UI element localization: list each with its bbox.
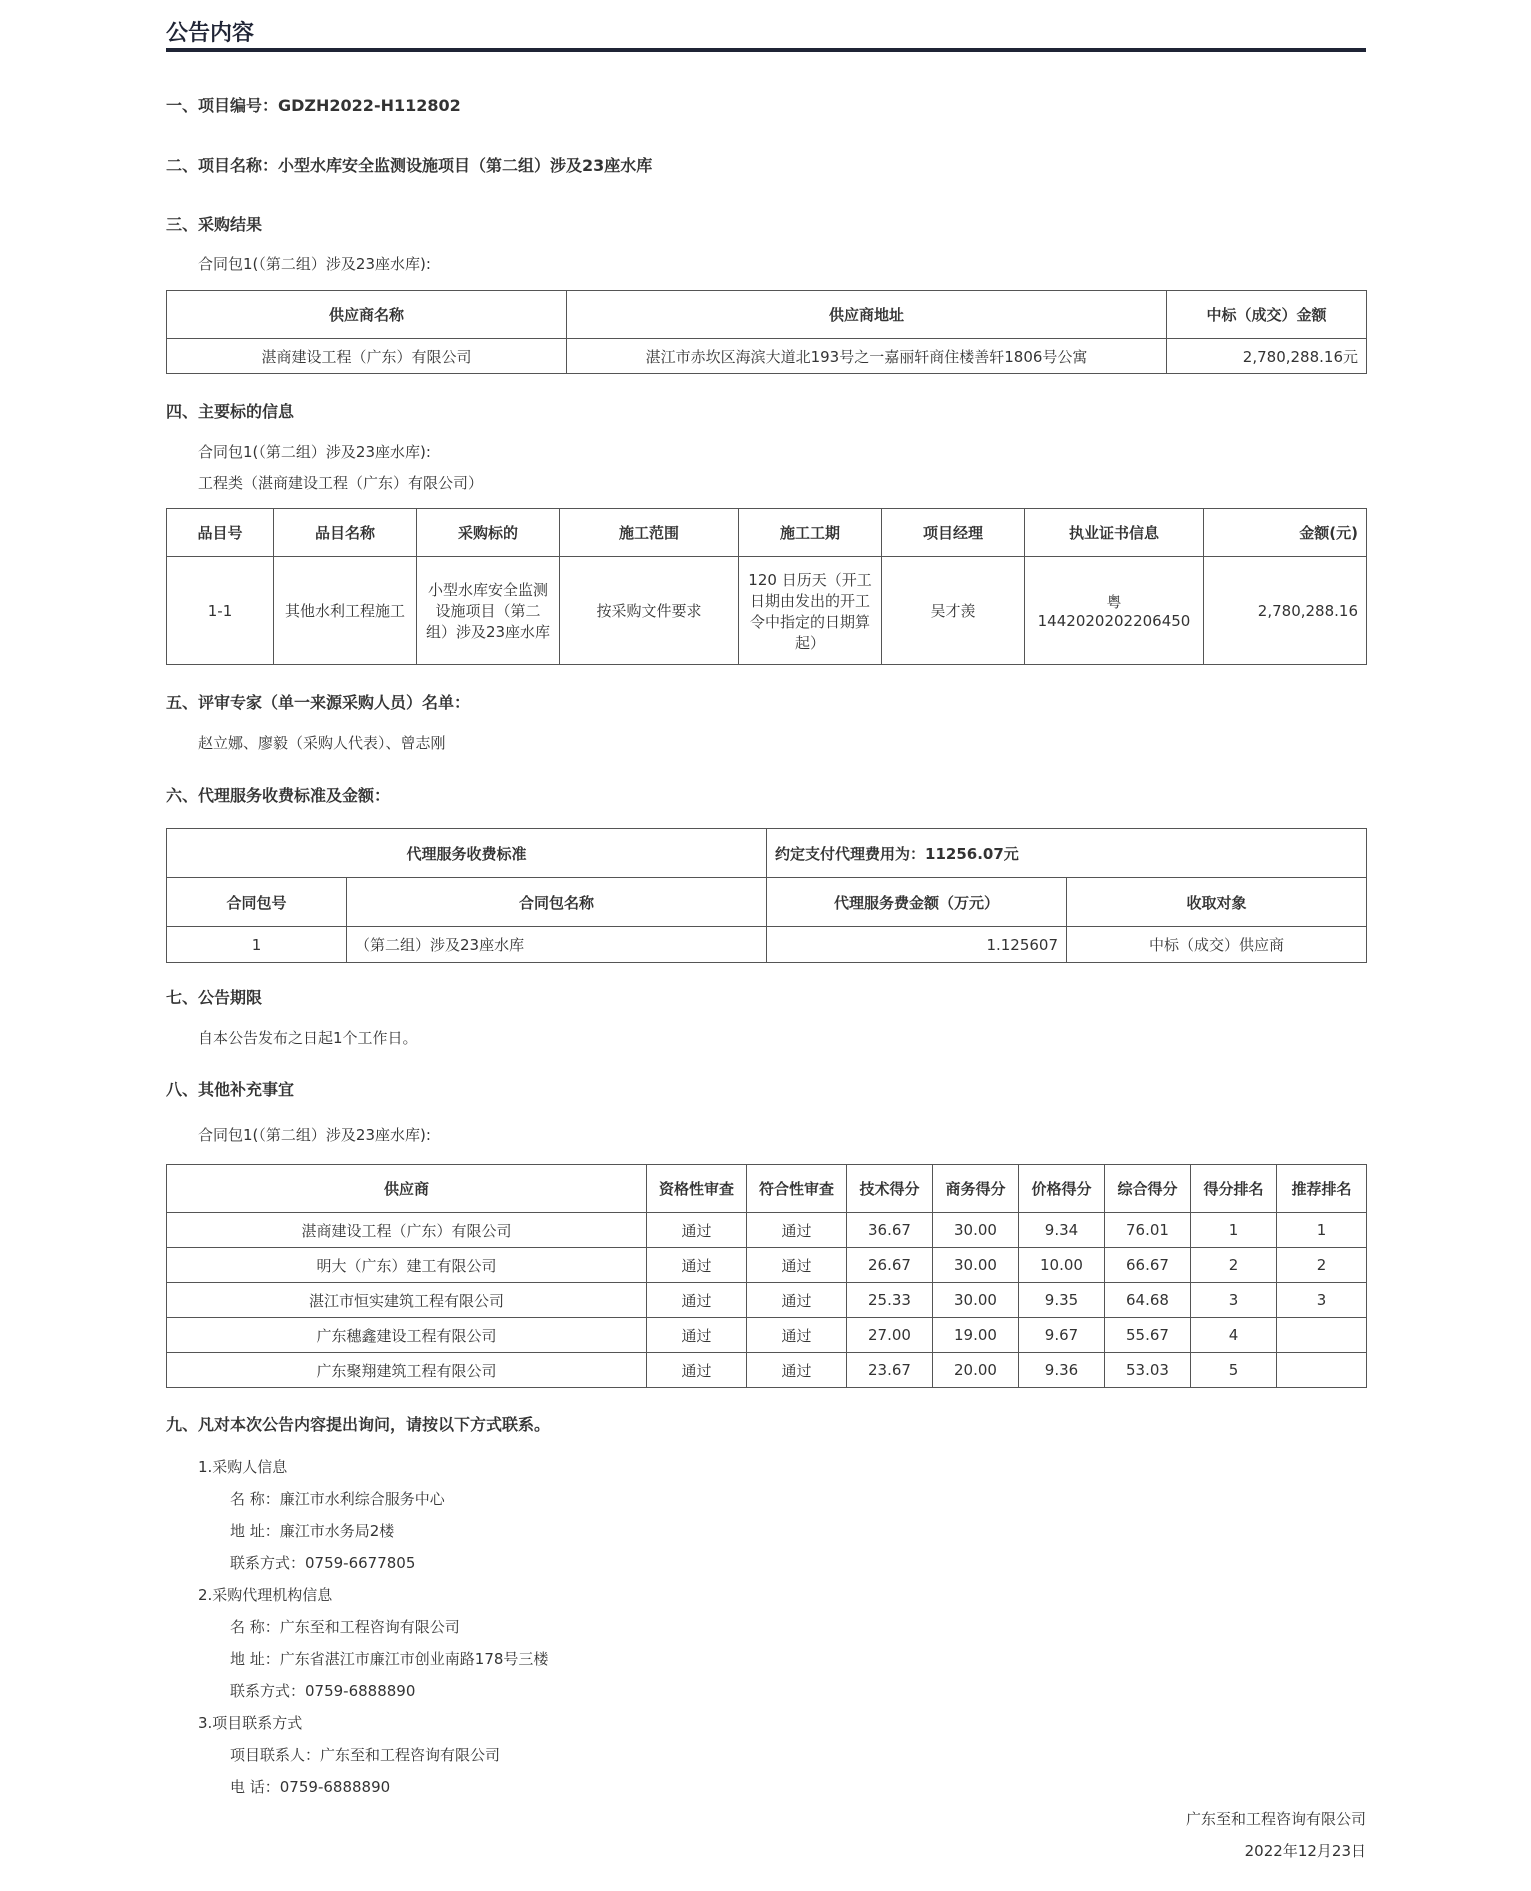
table-cell: 吴才羡 [882, 557, 1025, 665]
table-cell: 36.67 [847, 1213, 933, 1248]
table-header-row [167, 878, 1367, 927]
result-table [166, 290, 1367, 374]
table-cell: 粤1442020202206450 [1025, 557, 1204, 665]
table-header-row [167, 509, 1367, 557]
buyer-name: 名 称：廉江市水利综合服务中心 [230, 1490, 445, 1508]
column-header: 金额(元) [1204, 509, 1367, 557]
table-cell: 通过 [747, 1213, 847, 1248]
signature-org: 广东至和工程咨询有限公司 [1185, 1810, 1366, 1828]
table-cell: 通过 [747, 1248, 847, 1283]
section-other-matters: 八、其他补充事宜 [166, 1080, 295, 1099]
table-cell: 广东聚翔建筑工程有限公司 [167, 1353, 647, 1388]
table-cell: 25.33 [847, 1283, 933, 1318]
subject-table [166, 508, 1367, 665]
table-cell: 4 [1191, 1318, 1277, 1353]
table-cell: 2 [1191, 1248, 1277, 1283]
column-header: 价格得分 [1019, 1165, 1105, 1213]
table-cell: 按采购文件要求 [560, 557, 739, 665]
column-header: 推荐排名 [1277, 1165, 1367, 1213]
column-header: 合同包名称 [347, 878, 767, 927]
section-agency-fee: 六、代理服务收费标准及金额： [166, 786, 391, 805]
column-header: 采购标的 [417, 509, 560, 557]
buyer-info-title: 1.采购人信息 [198, 1458, 288, 1476]
section-procurement-result: 三、采购结果 [166, 215, 263, 234]
table-cell: 1.125607 [767, 927, 1067, 963]
table-row [167, 1353, 1367, 1388]
table-cell: 1-1 [167, 557, 274, 665]
table-cell: 19.00 [933, 1318, 1019, 1353]
column-header: 收取对象 [1067, 878, 1367, 927]
section-main-subject-info: 四、主要标的信息 [166, 402, 295, 421]
table-row [167, 1283, 1367, 1318]
table-cell: 通过 [647, 1213, 747, 1248]
column-header: 供应商名称 [167, 291, 567, 339]
table-cell: 9.35 [1019, 1283, 1105, 1318]
table-cell: 3 [1191, 1283, 1277, 1318]
table-cell: 30.00 [933, 1213, 1019, 1248]
table-cell: 9.34 [1019, 1213, 1105, 1248]
table-cell: 120 日历天（开工日期由发出的开工令中指定的日期算起） [739, 557, 882, 665]
table-cell: 通过 [747, 1283, 847, 1318]
column-header: 得分排名 [1191, 1165, 1277, 1213]
column-header: 品目号 [167, 509, 274, 557]
section-expert-list: 五、评审专家（单一来源采购人员）名单： [166, 693, 471, 712]
table-row [167, 1318, 1367, 1353]
table-cell: 26.67 [847, 1248, 933, 1283]
section-project-name: 二、项目名称：小型水库安全监测设施项目（第二组）涉及23座水库 [166, 156, 653, 175]
column-header: 供应商 [167, 1165, 647, 1213]
column-header: 施工工期 [739, 509, 882, 557]
table-cell: （第二组）涉及23座水库 [347, 927, 767, 963]
table-cell: 湛江市恒实建筑工程有限公司 [167, 1283, 647, 1318]
agency-info-title: 2.采购代理机构信息 [198, 1586, 333, 1604]
subject-category-label: 工程类（湛商建设工程（广东）有限公司） [198, 474, 484, 492]
table-cell: 通过 [647, 1248, 747, 1283]
column-header: 符合性审查 [747, 1165, 847, 1213]
section-contact-info: 九、凡对本次公告内容提出询问，请按以下方式联系。 [166, 1415, 551, 1434]
table-row [167, 557, 1367, 665]
table-row [167, 1213, 1367, 1248]
table-cell: 76.01 [1105, 1213, 1191, 1248]
table-cell: 湛商建设工程（广东）有限公司 [167, 339, 567, 374]
scores-package-label: 合同包1(（第二组）涉及23座水库): [198, 1126, 431, 1144]
table-header-row [167, 1165, 1367, 1213]
expert-names: 赵立娜、廖毅（采购人代表）、曾志刚 [198, 734, 446, 752]
table-cell: 3 [1277, 1283, 1367, 1318]
subject-package-label: 合同包1(（第二组）涉及23座水库): [198, 443, 431, 461]
table-row [167, 339, 1367, 374]
table-cell: 通过 [647, 1353, 747, 1388]
table-cell: 64.68 [1105, 1283, 1191, 1318]
table-cell: 27.00 [847, 1318, 933, 1353]
column-header: 合同包号 [167, 878, 347, 927]
buyer-phone: 联系方式：0759-6677805 [230, 1554, 416, 1572]
announcement-period-text: 自本公告发布之日起1个工作日。 [198, 1029, 418, 1047]
table-cell: 明大（广东）建工有限公司 [167, 1248, 647, 1283]
table-cell: 中标（成交）供应商 [1067, 927, 1367, 963]
table-cell: 2,780,288.16元 [1167, 339, 1367, 374]
section-announcement-period: 七、公告期限 [166, 988, 263, 1007]
result-package-label: 合同包1(（第二组）涉及23座水库): [198, 255, 431, 273]
agency-address: 地 址：广东省湛江市廉江市创业南路178号三楼 [230, 1650, 549, 1668]
table-cell: 10.00 [1019, 1248, 1105, 1283]
table-cell: 通过 [647, 1283, 747, 1318]
table-cell: 30.00 [933, 1248, 1019, 1283]
table-cell: 湛江市赤坎区海滨大道北193号之一嘉丽轩商住楼善轩1806号公寓 [567, 339, 1167, 374]
table-cell: 53.03 [1105, 1353, 1191, 1388]
table-cell: 湛商建设工程（广东）有限公司 [167, 1213, 647, 1248]
announcement-header [166, 0, 1366, 52]
table-cell: 通过 [647, 1318, 747, 1353]
project-contact-title: 3.项目联系方式 [198, 1714, 303, 1732]
table-row [167, 829, 1367, 878]
column-header: 品目名称 [274, 509, 417, 557]
table-cell: 小型水库安全监测设施项目（第二组）涉及23座水库 [417, 557, 560, 665]
table-cell: 2,780,288.16 [1204, 557, 1367, 665]
agency-fee-table [166, 828, 1367, 963]
column-header: 资格性审查 [647, 1165, 747, 1213]
section-project-number: 一、项目编号：GDZH2022-H112802 [166, 96, 461, 115]
table-row [167, 1248, 1367, 1283]
table-cell: 通过 [747, 1353, 847, 1388]
scores-table [166, 1164, 1367, 1388]
table-cell: 1 [1191, 1213, 1277, 1248]
column-header: 中标（成交）金额 [1167, 291, 1367, 339]
table-cell: 23.67 [847, 1353, 933, 1388]
column-header: 技术得分 [847, 1165, 933, 1213]
column-header: 商务得分 [933, 1165, 1019, 1213]
announcement-page [166, 0, 1366, 1860]
table-cell: 9.67 [1019, 1318, 1105, 1353]
column-header: 代理服务费金额（万元） [767, 878, 1067, 927]
column-header: 施工范围 [560, 509, 739, 557]
table-cell: 2 [1277, 1248, 1367, 1283]
buyer-address: 地 址：廉江市水务局2楼 [230, 1522, 395, 1540]
table-row [167, 927, 1367, 963]
fee-standard-label: 代理服务收费标准 [167, 829, 767, 878]
table-cell [1277, 1353, 1367, 1388]
table-cell: 1 [167, 927, 347, 963]
project-contact-phone: 电 话：0759-6888890 [230, 1778, 391, 1796]
table-cell: 55.67 [1105, 1318, 1191, 1353]
table-cell: 9.36 [1019, 1353, 1105, 1388]
agency-phone: 联系方式：0759-6888890 [230, 1682, 416, 1700]
column-header: 供应商地址 [567, 291, 1167, 339]
page-title: 公告内容 [166, 21, 255, 46]
table-header-row [167, 291, 1367, 339]
table-cell: 5 [1191, 1353, 1277, 1388]
project-contact-person: 项目联系人：广东至和工程咨询有限公司 [230, 1746, 501, 1764]
table-cell [1277, 1318, 1367, 1353]
column-header: 执业证书信息 [1025, 509, 1204, 557]
table-cell: 其他水利工程施工 [274, 557, 417, 665]
table-cell: 广东穗鑫建设工程有限公司 [167, 1318, 647, 1353]
table-cell: 通过 [747, 1318, 847, 1353]
table-cell: 30.00 [933, 1283, 1019, 1318]
table-cell: 20.00 [933, 1353, 1019, 1388]
fee-standard-value: 约定支付代理费用为：11256.07元 [767, 829, 1367, 878]
agency-name: 名 称：广东至和工程咨询有限公司 [230, 1618, 460, 1636]
table-cell: 66.67 [1105, 1248, 1191, 1283]
table-cell: 1 [1277, 1213, 1367, 1248]
column-header: 综合得分 [1105, 1165, 1191, 1213]
column-header: 项目经理 [882, 509, 1025, 557]
signature-date: 2022年12月23日 [1244, 1842, 1366, 1860]
